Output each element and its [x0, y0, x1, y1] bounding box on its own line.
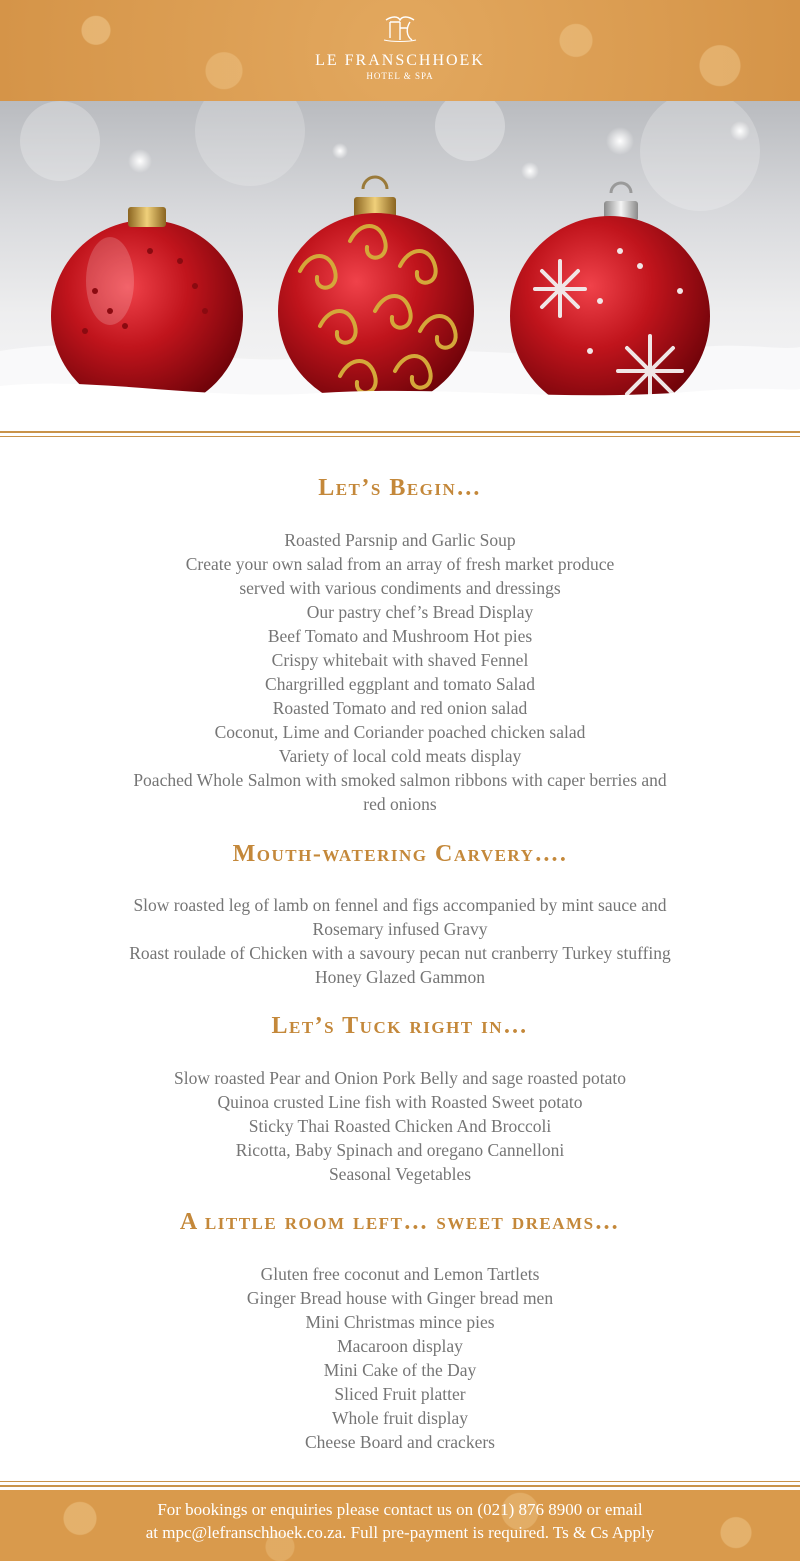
menu-item: Roasted Parsnip and Garlic Soup [284, 530, 516, 550]
menu-item: Poached Whole Salmon with smoked salmon ribbons with caper berries and [133, 770, 667, 790]
menu-item: Sliced Fruit platter [334, 1384, 466, 1404]
menu-item: Variety of local cold meats display [278, 746, 522, 766]
footer-banner [0, 1490, 800, 1561]
menu-item: Quinoa crusted Line fish with Roasted Sweet potato [217, 1092, 583, 1112]
divider-rule [0, 1481, 800, 1482]
menu-item: Whole fruit display [331, 1408, 469, 1428]
menu-item: Ricotta, Baby Spinach and oregano Cannelloni [235, 1140, 565, 1160]
divider-rule [0, 436, 800, 437]
menu-item: Honey Glazed Gammon [314, 967, 486, 987]
menu-item: Roast roulade of Chicken with a savoury pecan nut cranberry Turkey stuffing [129, 943, 671, 963]
hero-image [0, 101, 800, 429]
monogram-logo-icon [376, 14, 424, 44]
menu-item: Macaroon display [337, 1336, 463, 1356]
menu-item: Crispy whitebait with shaved Fennel [271, 650, 529, 670]
menu-item: Roasted Tomato and red onion salad [272, 698, 528, 718]
footer-terms-line: at mpc@lefranschhoek.co.za. Full pre-payment is required. Ts & Cs Apply [145, 1523, 655, 1542]
menu-item: Chargrilled eggplant and tomato Salad [265, 674, 535, 694]
menu-item: Mini Christmas mince pies [305, 1312, 495, 1332]
divider-rule [0, 431, 800, 433]
menu-item: Cheese Board and crackers [305, 1432, 495, 1452]
menu-item: Mini Cake of the Day [323, 1360, 477, 1380]
header-banner [0, 0, 800, 101]
menu-item: Our pastry chef’s Bread Display [306, 602, 534, 622]
brand-subtitle: HOTEL & SPA [366, 71, 434, 81]
divider-rule [0, 1485, 800, 1487]
menu-item: red onions [363, 794, 437, 814]
menu-item: Beef Tomato and Mushroom Hot pies [267, 626, 533, 646]
brand-name: LE FRANSCHHOEK [315, 52, 485, 69]
menu-item: Sticky Thai Roasted Chicken And Broccoli [248, 1116, 552, 1136]
christmas-baubles-illustration [0, 101, 800, 429]
menu-item: Coconut, Lime and Coriander poached chicken salad [214, 722, 586, 742]
menu-item: Seasonal Vegetables [328, 1164, 472, 1184]
menu-item: Slow roasted leg of lamb on fennel and figs accompanied by mint sauce and [133, 895, 667, 915]
menu-item: Gluten free coconut and Lemon Tartlets [260, 1264, 540, 1284]
menu-item: Ginger Bread house with Ginger bread men [246, 1288, 554, 1308]
menu-item: served with various condiments and dressings [239, 578, 561, 598]
section-title-lets-begin: Let’s Begin… [318, 475, 482, 501]
section-title-tuck-in: Let’s Tuck right in… [271, 1013, 529, 1039]
menu-item: Rosemary infused Gravy [312, 919, 488, 939]
section-title-sweet-dreams: A little room left… sweet dreams… [179, 1209, 621, 1235]
section-title-carvery: Mouth-watering Carvery…. [232, 841, 568, 867]
footer-contact-line: For bookings or enquiries please contact us on (021) 876 8900 or email [157, 1500, 643, 1519]
menu-item: Create your own salad from an array of fresh market produce [185, 554, 615, 574]
menu-item: Slow roasted Pear and Onion Pork Belly and sage roasted potato [174, 1068, 626, 1088]
